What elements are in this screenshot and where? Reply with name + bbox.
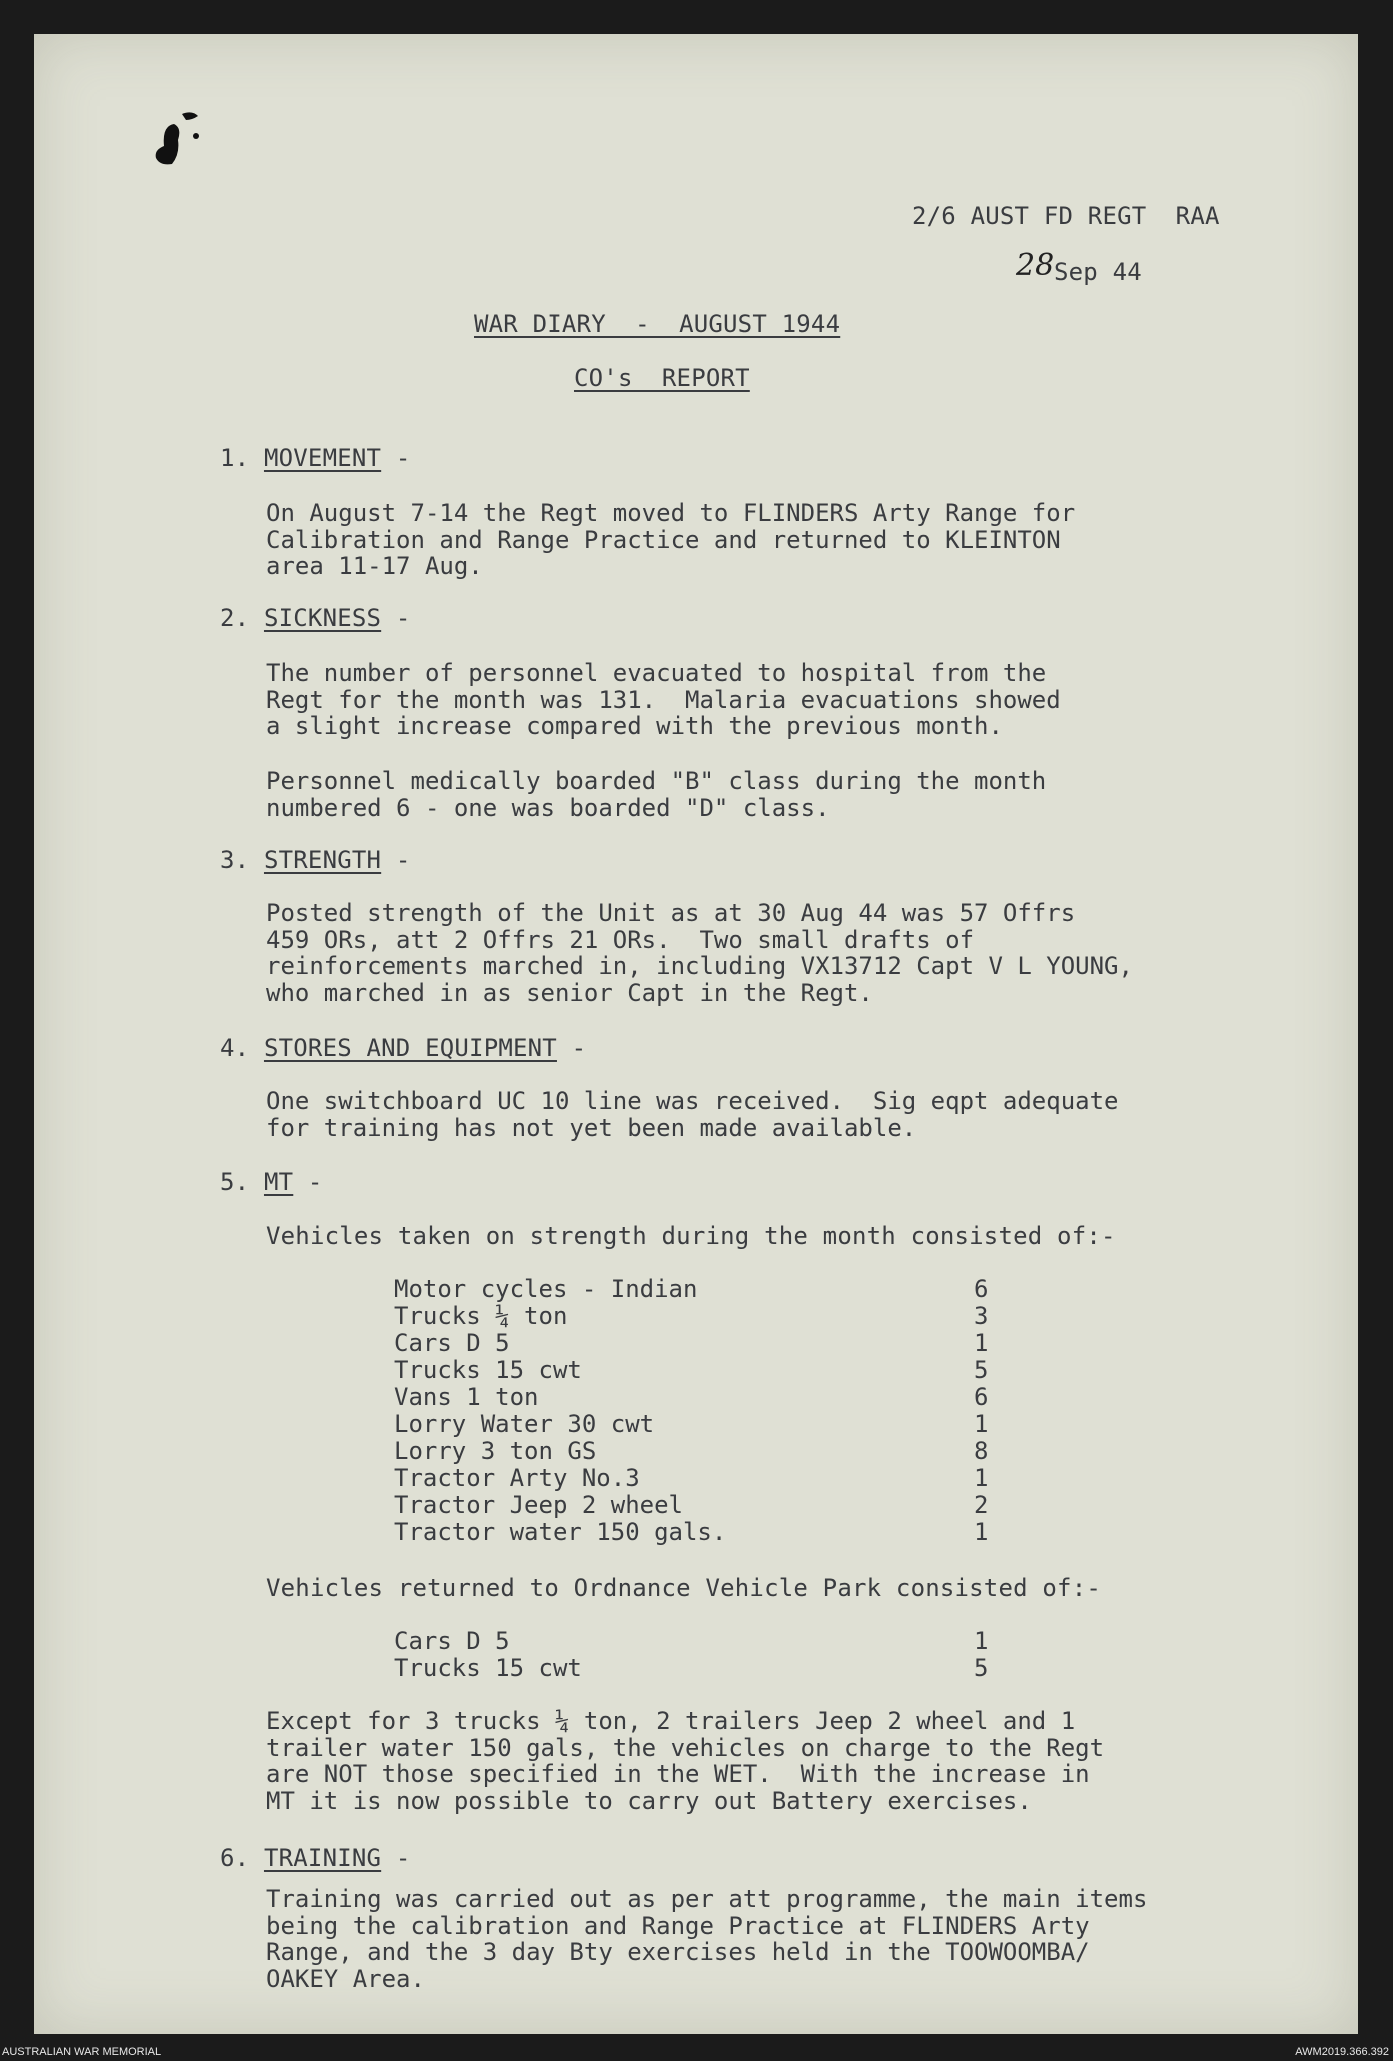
section-dash: - [381,846,411,874]
document-title: WAR DIARY - AUGUST 1944 [474,310,841,338]
section-5-closing: Except for 3 trucks ¼ ton, 2 trailers Jeep 2 wheel and 1 trailer water 150 gals, the vehicles on charge to the Regt are NOT those specified in the WET. With the increase in MT it is now possible to carry out Battery exercises. [266,1707,1105,1815]
table-row [394,1492,1014,1519]
section-title: STRENGTH [263,846,382,874]
section-title: SICKNESS [263,604,382,632]
section-2-heading [220,604,410,632]
vehicle-qty: 2 [974,1491,989,1519]
vehicle-qty: 1 [974,1627,989,1655]
table-row [394,1411,1014,1438]
section-number: 2. [220,604,250,632]
section-number: 3. [220,846,250,874]
table-row [394,1276,1014,1303]
report-date: Sep 44 [1054,258,1142,286]
section-5-heading [220,1168,323,1196]
section-title: MT [263,1168,294,1196]
vehicle-name: Tractor Jeep 2 wheel [394,1491,683,1519]
section-title: MOVEMENT [263,444,382,472]
vehicle-qty: 3 [974,1302,989,1330]
vehicle-qty: 8 [974,1437,989,1465]
vehicle-name: Lorry 3 ton GS [394,1437,597,1465]
section-number: 1. [220,444,250,472]
table-row [394,1628,1014,1655]
section-dash: - [293,1168,323,1196]
section-3-heading [220,846,410,874]
vehicles-returned-table [394,1628,1014,1682]
section-6-paragraph: Training was carried out as per att programme, the main items being the calibration and Range Practice at FLINDERS Arty Range, and the 3 day Bty exercises held in the TOOWOOMBA/ OAKEY Area. [266,1885,1148,1993]
vehicle-qty: 1 [974,1329,989,1357]
section-dash: - [556,1034,587,1062]
document-subtitle: CO's REPORT [574,364,750,392]
punch-hole-mark [152,106,208,172]
vehicle-qty: 5 [974,1356,989,1384]
section-6-heading [220,1844,410,1872]
vehicle-name: Tractor Arty No.3 [394,1464,640,1492]
section-dash: - [381,604,411,632]
table-row [394,1519,1014,1546]
vehicle-qty: 1 [974,1410,989,1438]
vehicles-taken-intro: Vehicles taken on strength during the month consisted of:- [266,1222,1116,1250]
vehicle-qty: 6 [974,1275,989,1303]
handwritten-day: 28 [1016,248,1055,283]
section-1-heading [220,444,410,472]
section-number: 4. [220,1034,250,1062]
table-row [394,1303,1014,1330]
section-dash: - [381,1844,411,1872]
vehicle-qty: 6 [974,1383,989,1411]
section-1-paragraph: On August 7-14 the Regt moved to FLINDERS Arty Range for Calibration and Range Practice and returned to KLEINTON area 11-17 Aug. [266,499,1076,580]
section-3-paragraph: Posted strength of the Unit as at 30 Aug 44 was 57 Offrs 459 ORs, att 2 Offrs 21 ORs. Two small drafts of reinforcements marched in, including VX13712 Capt V L YOUNG, who marched in as senior Capt in the Regt. [266,899,1133,1007]
vehicles-taken-table [394,1276,1014,1546]
table-row [394,1384,1014,1411]
section-dash: - [381,444,411,472]
section-2-paragraph-1: The number of personnel evacuated to hospital from the Regt for the month was 131. Malaria evacuations showed a slight increase compared with the previous month. [266,659,1061,740]
vehicles-returned-intro: Vehicles returned to Ordnance Vehicle Park consisted of:- [266,1574,1102,1602]
table-row [394,1330,1014,1357]
table-row [394,1438,1014,1465]
table-row [394,1655,1014,1682]
vehicle-name: Trucks 15 cwt [394,1654,582,1682]
vehicle-qty: 1 [974,1518,989,1546]
section-number: 6. [220,1844,250,1872]
section-2-paragraph-2: Personnel medically boarded "B" class during the month numbered 6 - one was boarded "D" class. [266,767,1047,822]
vehicle-qty: 1 [974,1464,989,1492]
vehicle-name: Cars D 5 [394,1627,510,1655]
vehicle-name: Cars D 5 [394,1329,510,1357]
section-number: 5. [220,1168,250,1196]
vehicle-name: Tractor water 150 gals. [394,1518,727,1546]
vehicle-name: Lorry Water 30 cwt [394,1410,655,1438]
vehicle-name: Vans 1 ton [394,1383,539,1411]
section-title: TRAINING [263,1844,382,1872]
footer-id: AWM2019.366.392 [1295,2046,1389,2058]
vehicle-name: Trucks ¼ ton [394,1302,568,1330]
footer-source: AUSTRALIAN WAR MEMORIAL [2,2046,162,2058]
table-row [394,1357,1014,1384]
table-row [394,1465,1014,1492]
unit-name: 2/6 AUST FD REGT RAA [912,202,1220,230]
section-4-paragraph: One switchboard UC 10 line was received. Sig eqpt adequate for training has not yet been made available. [266,1087,1119,1142]
vehicle-name: Trucks 15 cwt [394,1356,582,1384]
section-title: STORES AND EQUIPMENT [263,1034,557,1062]
vehicle-qty: 5 [974,1654,989,1682]
vehicle-name: Motor cycles - Indian [394,1275,698,1303]
section-4-heading [220,1034,586,1062]
